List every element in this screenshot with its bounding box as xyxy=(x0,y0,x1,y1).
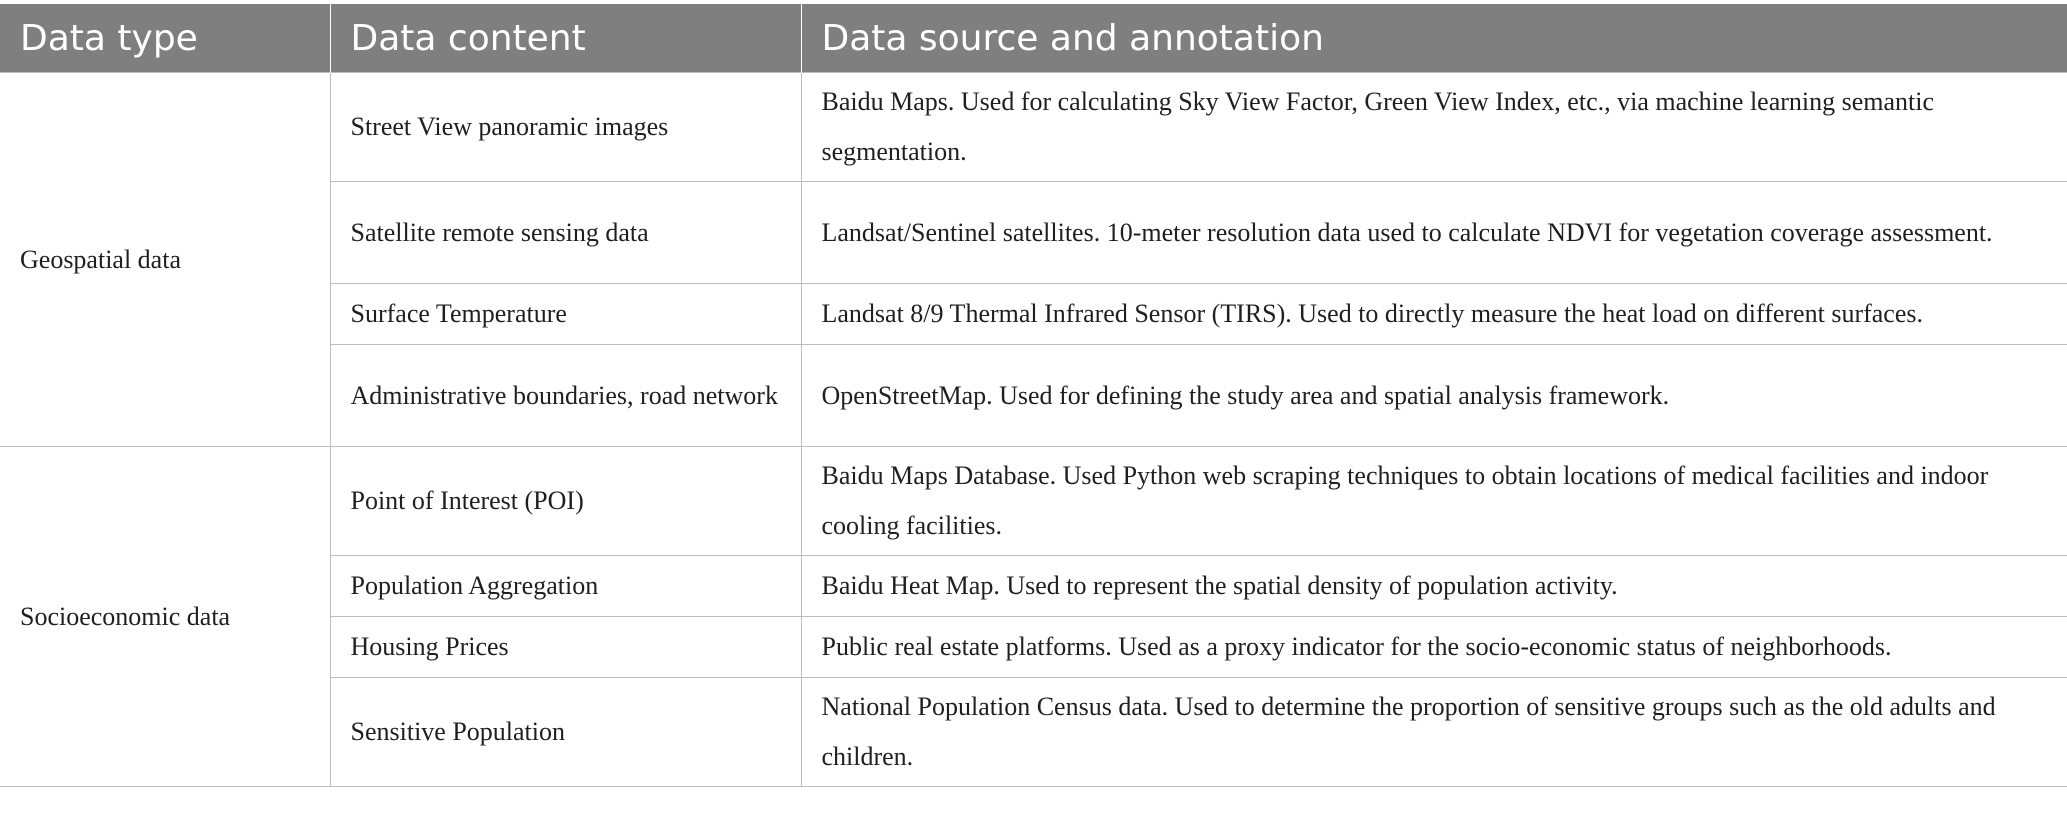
data-sources-table-container xyxy=(0,4,2067,787)
source-cell: Baidu Maps Database. Used Python web scraping techniques to obtain locations of medical facilities and indoor cooling facilities. xyxy=(801,447,2067,556)
group-cell-socioeconomic: Socioeconomic data xyxy=(0,447,330,787)
source-cell: Landsat 8/9 Thermal Infrared Sensor (TIRS). Used to directly measure the heat load on different surfaces. xyxy=(801,284,2067,345)
header-row xyxy=(0,4,2067,73)
content-cell: Administrative boundaries, road network xyxy=(330,345,801,447)
source-cell: Public real estate platforms. Used as a proxy indicator for the socio-economic status of neighborhoods. xyxy=(801,617,2067,678)
data-sources-table xyxy=(0,4,2067,787)
source-cell: Baidu Heat Map. Used to represent the spatial density of population activity. xyxy=(801,556,2067,617)
header-data-source: Data source and annotation xyxy=(801,4,2067,73)
header-data-type: Data type xyxy=(0,4,330,73)
table-header xyxy=(0,4,2067,73)
source-cell: Baidu Maps. Used for calculating Sky View Factor, Green View Index, etc., via machine learning semantic segmentation. xyxy=(801,73,2067,182)
content-cell: Population Aggregation xyxy=(330,556,801,617)
content-cell: Point of Interest (POI) xyxy=(330,447,801,556)
source-cell: Landsat/Sentinel satellites. 10-meter resolution data used to calculate NDVI for vegetation coverage assessment. xyxy=(801,182,2067,284)
content-cell: Surface Temperature xyxy=(330,284,801,345)
content-cell: Satellite remote sensing data xyxy=(330,182,801,284)
table-row xyxy=(0,73,2067,182)
group-cell-geospatial: Geospatial data xyxy=(0,73,330,447)
content-cell: Sensitive Population xyxy=(330,678,801,787)
source-cell: OpenStreetMap. Used for defining the study area and spatial analysis framework. xyxy=(801,345,2067,447)
content-cell: Street View panoramic images xyxy=(330,73,801,182)
content-cell: Housing Prices xyxy=(330,617,801,678)
header-data-content: Data content xyxy=(330,4,801,73)
source-cell: National Population Census data. Used to determine the proportion of sensitive groups such as the old adults and children. xyxy=(801,678,2067,787)
table-body xyxy=(0,73,2067,787)
table-row xyxy=(0,447,2067,556)
